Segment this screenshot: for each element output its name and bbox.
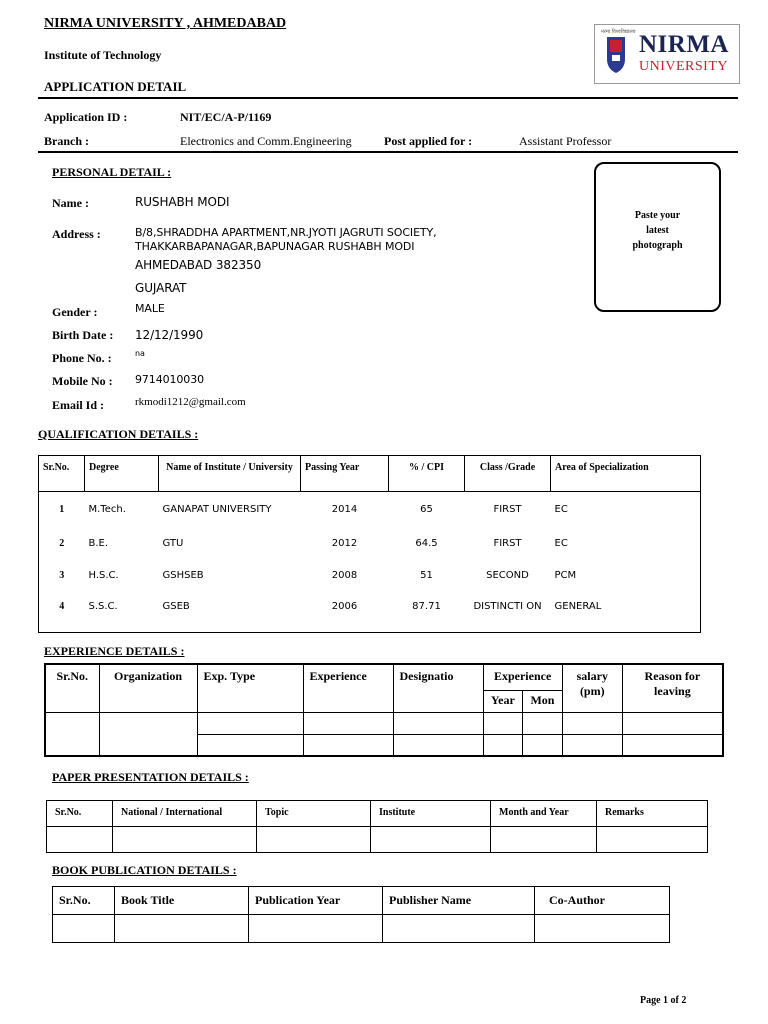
- qual-cell: 2014: [331, 504, 358, 515]
- qual-cell: 1: [59, 504, 65, 515]
- section-title: APPLICATION DETAIL: [44, 79, 187, 94]
- photo-hint-line-2: latest: [646, 225, 669, 236]
- exp-cell[interactable]: [393, 734, 483, 756]
- paper-cell[interactable]: [371, 827, 491, 853]
- exp-header-experience-group: Experience: [483, 664, 562, 690]
- address-line-4: GUJARAT: [135, 281, 187, 295]
- table-row: [39, 562, 701, 593]
- book-cell[interactable]: [115, 915, 249, 943]
- paper-title: PAPER PRESENTATION DETAILS :: [52, 770, 249, 784]
- qual-cell: GSHSEB: [162, 569, 204, 581]
- exp-cell[interactable]: [523, 712, 563, 734]
- exp-header-designation: Designatio: [393, 664, 483, 712]
- book-cell[interactable]: [383, 915, 535, 943]
- birth-date-label: Birth Date :: [52, 328, 114, 342]
- qual-cell: FIRST: [493, 504, 522, 515]
- exp-cell[interactable]: [562, 734, 622, 756]
- exp-header-experience: Experience: [303, 664, 393, 712]
- email-value: rkmodi1212@gmail.com: [135, 396, 246, 408]
- table-row: [45, 712, 723, 734]
- experience-table: [44, 663, 724, 757]
- phone-value: na: [135, 349, 145, 358]
- qualification-title: QUALIFICATION DETAILS :: [38, 427, 199, 441]
- university-title: NIRMA UNIVERSITY , AHMEDABAD: [44, 16, 287, 31]
- exp-header-srno: Sr.No.: [45, 664, 99, 712]
- birth-date-value: 12/12/1990: [135, 328, 204, 342]
- qual-cell: 87.71: [412, 600, 441, 612]
- qual-cell: B.E.: [88, 537, 109, 549]
- qual-cell: 4: [59, 600, 65, 612]
- qual-cell: M.Tech.: [88, 504, 126, 515]
- experience-title: EXPERIENCE DETAILS :: [44, 644, 185, 658]
- paper-cell[interactable]: [257, 827, 371, 853]
- exp-cell[interactable]: [99, 712, 197, 756]
- exp-cell[interactable]: [197, 712, 303, 734]
- exp-cell[interactable]: [483, 734, 523, 756]
- qual-cell: GANAPAT UNIVERSITY: [162, 504, 272, 515]
- photo-box[interactable]: [594, 162, 721, 312]
- logo-sub-text: UNIVERSITY: [639, 59, 728, 74]
- book-title: BOOK PUBLICATION DETAILS :: [52, 863, 237, 877]
- divider: [38, 97, 738, 99]
- qualification-table: [38, 455, 701, 633]
- paper-cell[interactable]: [597, 827, 708, 853]
- paper-cell[interactable]: [113, 827, 257, 853]
- exp-cell[interactable]: [622, 712, 723, 734]
- qual-header-degree: Degree: [85, 456, 159, 492]
- paper-header-srno: Sr.No.: [47, 801, 113, 827]
- qual-cell: GTU: [162, 537, 184, 549]
- post-value: Assistant Professor: [519, 134, 612, 148]
- exp-cell[interactable]: [303, 734, 393, 756]
- address-line-2: THAKKARBAPANAGAR,BAPUNAGAR RUSHABH MODI: [135, 240, 415, 253]
- paper-header-topic: Topic: [257, 801, 371, 827]
- name-label: Name :: [52, 196, 89, 210]
- mobile-value: 9714010030: [135, 373, 204, 386]
- table-row: [53, 915, 670, 943]
- qual-cell: 65: [420, 504, 433, 515]
- exp-header-salary: salary (pm): [562, 664, 622, 712]
- qual-cell: EC: [554, 504, 568, 515]
- photo-hint-line-1: Paste your: [634, 210, 681, 221]
- exp-cell[interactable]: [197, 734, 303, 756]
- page-number: Page 1 of 2: [640, 995, 687, 1006]
- qual-cell: 2: [59, 537, 65, 549]
- qual-cell: S.S.C.: [88, 600, 118, 612]
- qual-cell: 2008: [331, 569, 358, 581]
- book-header-srno: Sr.No.: [53, 887, 115, 915]
- application-id-value: NIT/EC/A-P/1169: [180, 110, 272, 124]
- book-header-coauthor: Co-Author: [535, 887, 670, 915]
- institute-name: Institute of Technology: [44, 48, 162, 62]
- phone-label: Phone No. :: [52, 351, 112, 365]
- book-cell[interactable]: [53, 915, 115, 943]
- photo-hint-line-3: photograph: [632, 240, 683, 251]
- qual-cell: SECOND: [486, 569, 529, 581]
- paper-header-month-year: Month and Year: [491, 801, 597, 827]
- qual-cell: FIRST: [493, 537, 522, 549]
- table-row: [47, 827, 708, 853]
- qual-cell: 2012: [331, 537, 358, 549]
- exp-cell[interactable]: [523, 734, 563, 756]
- application-id-label: Application ID :: [44, 110, 128, 124]
- book-header-year: Publication Year: [249, 887, 383, 915]
- paper-cell[interactable]: [491, 827, 597, 853]
- logo-emblem-text: नरमा विश्वविद्यालय: [601, 29, 636, 35]
- exp-cell[interactable]: [45, 712, 99, 756]
- paper-table: [46, 800, 708, 853]
- exp-cell[interactable]: [303, 712, 393, 734]
- qual-cell: 51: [420, 569, 433, 581]
- table-row: [39, 593, 701, 633]
- name-value: RUSHABH MODI: [135, 195, 230, 209]
- qual-cell: H.S.C.: [88, 569, 119, 581]
- paper-cell[interactable]: [47, 827, 113, 853]
- branch-label: Branch :: [44, 134, 89, 148]
- exp-header-type: Exp. Type: [197, 664, 303, 712]
- qual-header-cpi: % / CPI: [389, 456, 465, 492]
- qual-header-srno: Sr.No.: [39, 456, 85, 492]
- personal-detail-title: PERSONAL DETAIL :: [52, 165, 172, 179]
- exp-cell[interactable]: [393, 712, 483, 734]
- qual-cell: PCM: [554, 569, 577, 581]
- paper-header-national: National / International: [113, 801, 257, 827]
- book-header-publisher: Publisher Name: [383, 887, 535, 915]
- qual-header-class: Class /Grade: [465, 456, 551, 492]
- address-label: Address :: [52, 227, 101, 241]
- qual-header-year: Passing Year: [301, 456, 389, 492]
- address-line-1: B/8,SHRADDHA APARTMENT,NR.JYOTI JAGRUTI SOCIETY,: [135, 226, 437, 239]
- branch-value: Electronics and Comm.Engineering: [180, 134, 352, 148]
- post-label: Post applied for :: [384, 134, 473, 148]
- qual-cell: GENERAL: [554, 600, 602, 612]
- exp-header-reason: Reason for leaving: [622, 664, 723, 712]
- exp-header-organization: Organization: [99, 664, 197, 712]
- exp-cell[interactable]: [483, 712, 523, 734]
- paper-header-remarks: Remarks: [597, 801, 708, 827]
- qual-cell: EC: [554, 537, 568, 549]
- book-table: [52, 886, 670, 943]
- qual-cell: GSEB: [162, 600, 190, 612]
- gender-value: MALE: [135, 302, 165, 315]
- qual-header-institute: Name of Institute / University: [159, 456, 301, 492]
- qual-cell: 2006: [331, 600, 358, 612]
- table-row: [39, 530, 701, 562]
- table-row: [39, 492, 701, 530]
- qual-cell: 64.5: [415, 537, 438, 549]
- qual-cell: DISTINCTI ON: [473, 600, 542, 612]
- exp-header-year: Year: [483, 690, 523, 712]
- qual-cell: 3: [59, 569, 65, 581]
- gender-label: Gender :: [52, 305, 98, 319]
- book-header-title: Book Title: [115, 887, 249, 915]
- nirma-logo: [594, 24, 740, 84]
- email-label: Email Id :: [52, 398, 105, 412]
- exp-cell[interactable]: [622, 734, 723, 756]
- address-line-3: AHMEDABAD 382350: [135, 258, 262, 272]
- exp-cell[interactable]: [562, 712, 622, 734]
- qual-header-area: Area of Specialization: [551, 456, 701, 492]
- book-cell[interactable]: [535, 915, 670, 943]
- logo-main-text: NIRMA: [639, 31, 729, 58]
- mobile-label: Mobile No :: [52, 374, 113, 388]
- paper-header-institute: Institute: [371, 801, 491, 827]
- exp-header-month: Mon: [523, 690, 563, 712]
- book-cell[interactable]: [249, 915, 383, 943]
- divider: [38, 151, 738, 153]
